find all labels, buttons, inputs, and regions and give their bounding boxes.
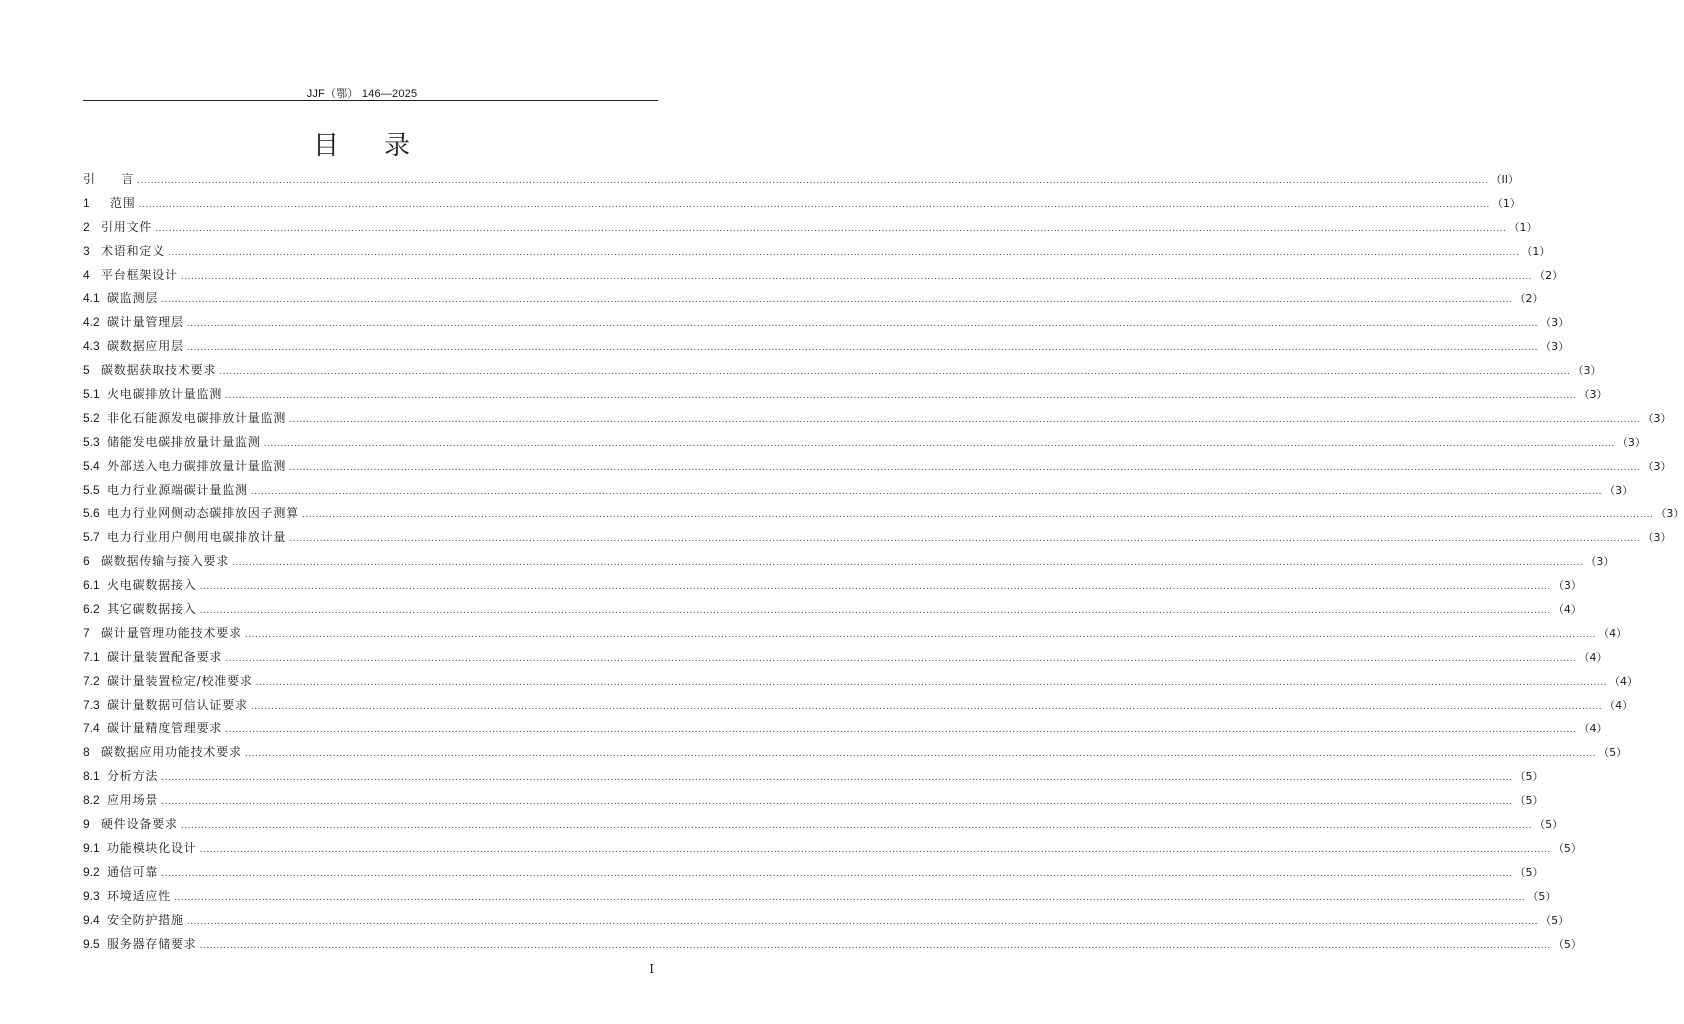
toc-entry[interactable] xyxy=(83,933,1582,957)
toc-dot-leader: ................................................................................................................................................................................................................................................................................................................................................................................................................ xyxy=(161,867,1513,879)
toc-entry-page: （3） xyxy=(1642,459,1672,473)
toc-entry-title: 碳计量数据可信认证要求 xyxy=(107,697,248,712)
toc-entry-number: 5.2 xyxy=(83,410,100,425)
toc-entry-title: 其它碳数据接入 xyxy=(107,602,197,617)
toc-dot-leader: ................................................................................................................................................................................................................................................................................................................................................................................................................ xyxy=(250,485,1603,497)
toc-entry-number: 9.3 xyxy=(83,888,100,903)
toc-entry-title: 火电碳排放计量监测 xyxy=(107,387,223,402)
toc-entry-title: 碳数据应用功能技术要求 xyxy=(101,745,242,760)
toc-entry[interactable] xyxy=(83,192,1521,216)
toc-dot-leader: ................................................................................................................................................................................................................................................................................................................................................................................................................ xyxy=(263,437,1615,449)
toc-entry-title: 电力行业网侧动态碳排放因子测算 xyxy=(107,506,300,521)
toc-entry-page: （4） xyxy=(1598,626,1628,640)
toc-entry[interactable] xyxy=(83,694,1634,718)
toc-entry-page: （5） xyxy=(1598,746,1628,760)
toc-entry-title: 碳计量精度管理要求 xyxy=(107,721,223,736)
toc-entry-number: 7.3 xyxy=(83,697,100,712)
toc-entry-page: （5） xyxy=(1540,913,1570,927)
toc-dot-leader: ................................................................................................................................................................................................................................................................................................................................................................................................................ xyxy=(161,294,1513,306)
toc-entry-number: 9 xyxy=(83,817,90,832)
toc-entry[interactable] xyxy=(83,622,1628,646)
toc-entry-page: （3） xyxy=(1616,435,1646,449)
toc-entry-page: （2） xyxy=(1534,268,1564,282)
toc-dot-leader: ................................................................................................................................................................................................................................................................................................................................................................................................................ xyxy=(255,676,1607,688)
toc-entry-number: 6.1 xyxy=(83,578,100,593)
toc-entry[interactable] xyxy=(83,550,1615,574)
toc-entry-number: 7 xyxy=(83,625,90,640)
toc-entry-title: 范围 xyxy=(110,195,136,210)
toc-dot-leader: ................................................................................................................................................................................................................................................................................................................................................................................................................ xyxy=(302,509,1654,521)
toc-dot-leader: ................................................................................................................................................................................................................................................................................................................................................................................................................ xyxy=(219,366,1571,378)
toc-entry-page: （5） xyxy=(1514,770,1544,784)
toc-dot-leader: ................................................................................................................................................................................................................................................................................................................................................................................................................ xyxy=(199,605,1551,617)
toc-dot-leader: ................................................................................................................................................................................................................................................................................................................................................................................................................ xyxy=(250,700,1603,712)
toc-entry[interactable] xyxy=(83,335,1570,359)
toc-entry-title: 硬件设备要求 xyxy=(101,817,178,832)
toc-entry-number: 5.6 xyxy=(83,506,100,521)
toc-dot-leader: ................................................................................................................................................................................................................................................................................................................................................................................................................ xyxy=(289,533,1641,545)
toc-entry[interactable] xyxy=(83,168,1520,192)
toc-entry-number: 5.3 xyxy=(83,434,100,449)
toc-entry-title: 引用文件 xyxy=(101,219,153,234)
toc-entry-title: 环境适应性 xyxy=(107,888,172,903)
toc-entry-title: 外部送入电力碳排放量计量监测 xyxy=(107,458,287,473)
toc-entry[interactable] xyxy=(83,885,1557,909)
toc-entry-title: 碳计量管理功能技术要求 xyxy=(101,625,242,640)
toc-entry-title: 电力行业源端碳计量监测 xyxy=(107,482,248,497)
toc-entry-page: （5） xyxy=(1514,865,1544,879)
toc-entry-title: 应用场景 xyxy=(107,793,159,808)
toc-dot-leader: ................................................................................................................................................................................................................................................................................................................................................................................................................ xyxy=(289,461,1641,473)
toc-entry-number: 6 xyxy=(83,554,90,569)
toc-entry-page: （1） xyxy=(1491,196,1521,210)
toc-entry-number: 1 xyxy=(83,195,90,210)
toc-entry-page: （4） xyxy=(1552,603,1582,617)
toc-entry-page: （4） xyxy=(1578,722,1608,736)
toc-entry[interactable] xyxy=(83,670,1638,694)
toc-entry-number: 8 xyxy=(83,745,90,760)
toc-entry-title: 碳数据获取技术要求 xyxy=(101,363,217,378)
toc-entry-number: 3 xyxy=(83,243,90,258)
toc-entry-page: （5） xyxy=(1552,937,1582,951)
toc-entry-number: 5.7 xyxy=(83,530,100,545)
page-number: I xyxy=(649,962,654,976)
toc-entry[interactable] xyxy=(83,741,1628,765)
toc-entry-page: （3） xyxy=(1642,411,1672,425)
toc-entry-title: 非化石能源发电碳排放计量监测 xyxy=(107,410,287,425)
toc-entry-title: 碳监测层 xyxy=(107,291,159,306)
toc-dot-leader: ................................................................................................................................................................................................................................................................................................................................................................................................................ xyxy=(186,915,1539,927)
toc-entry-number: 8.2 xyxy=(83,793,100,808)
toc-entry[interactable] xyxy=(83,526,1672,550)
toc-dot-leader: ................................................................................................................................................................................................................................................................................................................................................................................................................ xyxy=(232,557,1584,569)
toc-entry-page: （4） xyxy=(1604,698,1634,712)
toc-entry-title: 碳计量装置检定/校准要求 xyxy=(107,673,253,688)
toc-dot-leader: ................................................................................................................................................................................................................................................................................................................................................................................................................ xyxy=(161,796,1513,808)
toc-entry[interactable] xyxy=(83,909,1570,933)
toc-entry[interactable] xyxy=(83,574,1582,598)
toc-entry-title: 功能模块化设计 xyxy=(107,840,197,855)
toc-entry-number: 9.2 xyxy=(83,864,100,879)
toc-entry-title: 火电碳数据接入 xyxy=(107,578,197,593)
toc-entry-page: （4） xyxy=(1608,674,1638,688)
toc-entry-number: 9.5 xyxy=(83,936,100,951)
title-char-2: 录 xyxy=(384,131,412,161)
toc-entry-page: （3） xyxy=(1655,507,1684,521)
toc-entry-page: （3） xyxy=(1540,316,1570,330)
toc-entry[interactable] xyxy=(83,431,1646,455)
toc-entry[interactable] xyxy=(83,837,1582,861)
toc-entry-page: （5） xyxy=(1552,841,1582,855)
toc-entry[interactable] xyxy=(83,311,1570,335)
toc-dot-leader: ................................................................................................................................................................................................................................................................................................................................................................................................................ xyxy=(199,843,1551,855)
toc-entry-page: （3） xyxy=(1604,483,1634,497)
toc-entry-title: 安全防护措施 xyxy=(107,912,184,927)
toc-dot-leader: ................................................................................................................................................................................................................................................................................................................................................................................................................ xyxy=(180,270,1533,282)
toc-dot-leader: ................................................................................................................................................................................................................................................................................................................................................................................................................ xyxy=(186,342,1539,354)
toc-dot-leader: ................................................................................................................................................................................................................................................................................................................................................................................................................ xyxy=(138,198,1490,210)
toc-entry-title: 碳数据传输与接入要求 xyxy=(101,554,230,569)
toc-entry-number: 5 xyxy=(83,363,90,378)
toc-entry-page: （3） xyxy=(1585,555,1615,569)
toc-entry-title: 碳计量管理层 xyxy=(107,315,184,330)
toc-dot-leader: ................................................................................................................................................................................................................................................................................................................................................................................................................ xyxy=(174,891,1526,903)
toc-entry-title: 碳数据应用层 xyxy=(107,339,184,354)
toc-entry-page: （5） xyxy=(1534,818,1564,832)
toc-entry-number: 7.4 xyxy=(83,721,100,736)
toc-entry[interactable] xyxy=(83,455,1672,479)
toc-dot-leader: ................................................................................................................................................................................................................................................................................................................................................................................................................ xyxy=(137,175,1489,186)
toc-entry[interactable] xyxy=(83,861,1544,885)
toc-entry[interactable] xyxy=(83,717,1608,741)
toc-entry-number: 5.4 xyxy=(83,458,100,473)
toc-entry[interactable] xyxy=(83,287,1544,311)
toc-entry[interactable] xyxy=(83,646,1608,670)
toc-entry-page: （4） xyxy=(1578,650,1608,664)
toc-entry[interactable] xyxy=(83,359,1602,383)
toc-dot-leader: ................................................................................................................................................................................................................................................................................................................................................................................................................ xyxy=(199,939,1551,951)
toc-entry-page: （3） xyxy=(1572,364,1602,378)
toc-entry[interactable] xyxy=(83,264,1564,288)
toc-entry-title: 电力行业用户侧用电碳排放计量 xyxy=(107,530,287,545)
toc-dot-leader: ................................................................................................................................................................................................................................................................................................................................................................................................................ xyxy=(225,390,1577,402)
toc-entry-page: （3） xyxy=(1642,531,1672,545)
toc-entry-page: （2） xyxy=(1514,292,1544,306)
toc-entry-number: 4.2 xyxy=(83,315,100,330)
title-char-1: 目 xyxy=(312,131,340,161)
toc-entry-number: 9.1 xyxy=(83,840,100,855)
toc-entry-title: 平台框架设计 xyxy=(101,267,178,282)
toc-entry-page: （5） xyxy=(1514,794,1544,808)
toc-entry-number: 2 xyxy=(83,219,90,234)
toc-entry-title: 术语和定义 xyxy=(101,243,166,258)
toc-entry-number: 5.5 xyxy=(83,482,100,497)
toc-entry-title: 服务器存储要求 xyxy=(107,936,197,951)
toc-entry[interactable] xyxy=(83,383,1608,407)
page-title xyxy=(0,125,724,162)
toc-entry-number: 4.3 xyxy=(83,339,100,354)
toc-dot-leader: ................................................................................................................................................................................................................................................................................................................................................................................................................ xyxy=(199,581,1551,593)
table-of-contents xyxy=(83,168,1684,956)
toc-entry[interactable] xyxy=(83,789,1544,813)
toc-entry-page: （5） xyxy=(1527,889,1557,903)
toc-entry-number: 9.4 xyxy=(83,912,100,927)
toc-entry-page: （1） xyxy=(1521,244,1551,258)
toc-entry[interactable] xyxy=(83,598,1582,622)
toc-entry-number: 4.1 xyxy=(83,291,100,306)
toc-entry-title: 通信可靠 xyxy=(107,864,159,879)
toc-entry-page: （3） xyxy=(1540,340,1570,354)
toc-dot-leader: ................................................................................................................................................................................................................................................................................................................................................................................................................ xyxy=(180,820,1533,832)
toc-entry-number: 7.1 xyxy=(83,649,100,664)
running-header: JJF（鄂） 146—2025 xyxy=(306,88,418,100)
toc-entry-title: 引 言 xyxy=(83,172,135,186)
toc-dot-leader: ................................................................................................................................................................................................................................................................................................................................................................................................................ xyxy=(161,772,1513,784)
toc-entry[interactable] xyxy=(83,240,1551,264)
toc-dot-leader: ................................................................................................................................................................................................................................................................................................................................................................................................................ xyxy=(155,222,1507,234)
toc-entry-page: （1） xyxy=(1508,220,1538,234)
toc-entry[interactable] xyxy=(83,813,1564,837)
toc-entry[interactable] xyxy=(83,216,1538,240)
toc-dot-leader: ................................................................................................................................................................................................................................................................................................................................................................................................................ xyxy=(244,628,1597,640)
toc-entry-number: 5.1 xyxy=(83,387,100,402)
toc-entry-number: 7.2 xyxy=(83,673,100,688)
toc-dot-leader: ................................................................................................................................................................................................................................................................................................................................................................................................................ xyxy=(244,748,1597,760)
toc-entry-title: 碳计量装置配备要求 xyxy=(107,649,223,664)
toc-entry-title: 分析方法 xyxy=(107,769,159,784)
toc-entry-number: 6.2 xyxy=(83,602,100,617)
toc-dot-leader: ................................................................................................................................................................................................................................................................................................................................................................................................................ xyxy=(289,413,1641,425)
toc-entry-page: （3） xyxy=(1552,579,1582,593)
toc-entry[interactable] xyxy=(83,502,1684,526)
toc-entry-page: （3） xyxy=(1578,388,1608,402)
header-rule xyxy=(83,100,658,101)
toc-entry-page: （II） xyxy=(1490,173,1520,186)
toc-dot-leader: ................................................................................................................................................................................................................................................................................................................................................................................................................ xyxy=(168,246,1520,258)
toc-entry[interactable] xyxy=(83,479,1634,503)
toc-entry-number: 8.1 xyxy=(83,769,100,784)
toc-entry[interactable] xyxy=(83,407,1672,431)
toc-dot-leader: ................................................................................................................................................................................................................................................................................................................................................................................................................ xyxy=(186,318,1539,330)
toc-entry-title: 储能发电碳排放量计量监测 xyxy=(107,434,261,449)
toc-entry-number: 4 xyxy=(83,267,90,282)
toc-dot-leader: ................................................................................................................................................................................................................................................................................................................................................................................................................ xyxy=(225,724,1577,736)
toc-dot-leader: ................................................................................................................................................................................................................................................................................................................................................................................................................ xyxy=(225,652,1577,664)
toc-entry[interactable] xyxy=(83,765,1544,789)
